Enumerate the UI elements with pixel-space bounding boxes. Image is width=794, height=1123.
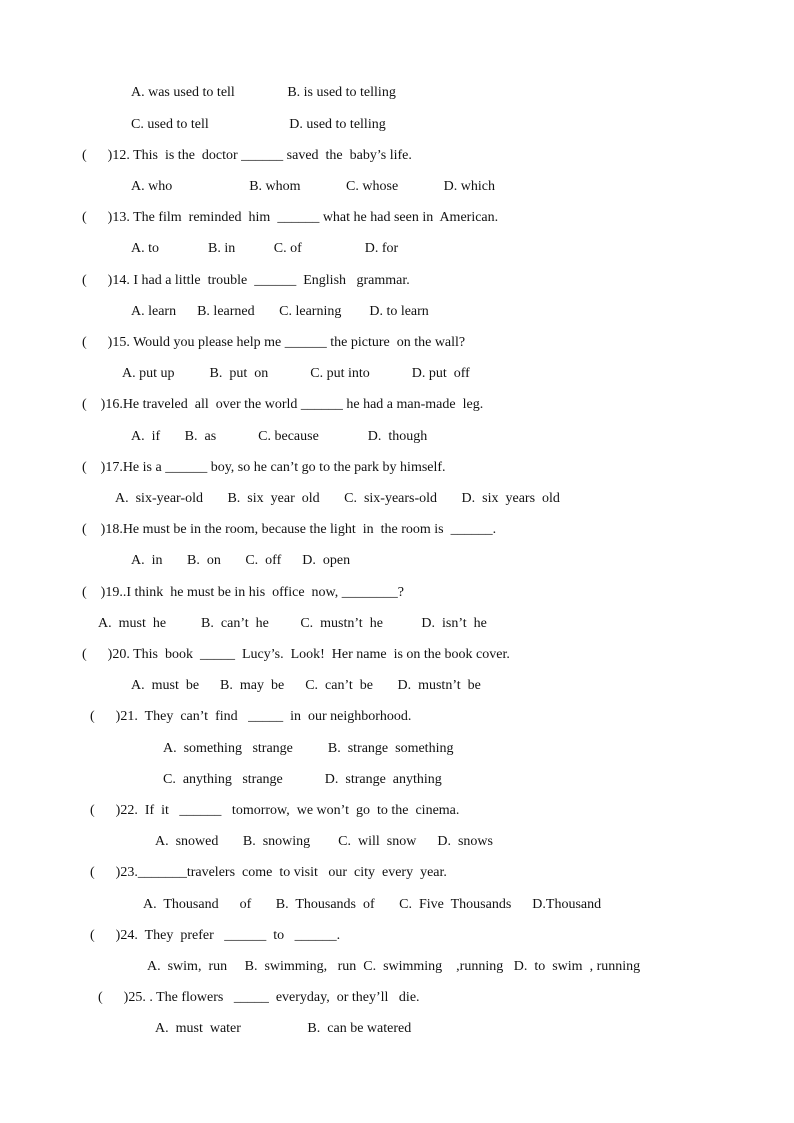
question-line: ( )12. This is the doctor ______ saved the baby’s life. — [82, 148, 412, 163]
question-line: ( )13. The film reminded him ______ what he had seen in American. — [82, 210, 499, 225]
question-line: ( )16.He traveled all over the world ______ he had a man-made leg. — [82, 397, 484, 412]
option-line: A. six-year-old B. six year old C. six-years-old D. six years old — [115, 491, 560, 506]
option-line: A. something strange B. strange something — [163, 741, 454, 756]
question-line: ( )24. They prefer ______ to ______. — [90, 928, 341, 943]
question-line: ( )14. I had a little trouble ______ English grammar. — [82, 273, 410, 288]
option-line: A. was used to tell B. is used to telling — [131, 85, 396, 100]
question-line: ( )18.He must be in the room, because the light in the room is ______. — [82, 522, 497, 537]
question-line: ( )19..I think he must be in his office now, ________? — [82, 585, 404, 600]
option-line: A. must he B. can’t he C. mustn’t he D. isn’t he — [98, 616, 487, 631]
option-line: A. Thousand of B. Thousands of C. Five Thousands D.Thousand — [143, 897, 602, 912]
option-line: C. used to tell D. used to telling — [131, 117, 386, 132]
option-line: A. snowed B. snowing C. will snow D. snows — [155, 834, 493, 849]
question-line: ( )17.He is a ______ boy, so he can’t go to the park by himself. — [82, 460, 446, 475]
option-line: A. who B. whom C. whose D. which — [131, 179, 495, 194]
option-line: A. put up B. put on C. put into D. put off — [122, 366, 470, 381]
option-line: A. if B. as C. because D. though — [131, 429, 428, 444]
option-line: A. learn B. learned C. learning D. to learn — [131, 304, 429, 319]
option-line: A. must be B. may be C. can’t be D. mustn’t be — [131, 678, 481, 693]
option-line: A. swim, run B. swimming, run C. swimming ,running D. to swim , running — [147, 959, 641, 974]
question-line: ( )25. . The flowers _____ everyday, or they’ll die. — [98, 990, 420, 1005]
option-line: A. in B. on C. off D. open — [131, 553, 351, 568]
option-line: A. must water B. can be watered — [155, 1021, 412, 1036]
question-line: ( )23._______travelers come to visit our city every year. — [90, 865, 447, 880]
question-line: ( )22. If it ______ tomorrow, we won’t go to the cinema. — [90, 803, 460, 818]
option-line: C. anything strange D. strange anything — [163, 772, 442, 787]
question-line: ( )21. They can’t find _____ in our neighborhood. — [90, 709, 412, 724]
option-line: A. to B. in C. of D. for — [131, 241, 399, 256]
question-line: ( )15. Would you please help me ______ the picture on the wall? — [82, 335, 466, 350]
question-line: ( )20. This book _____ Lucy’s. Look! Her name is on the book cover. — [82, 647, 510, 662]
